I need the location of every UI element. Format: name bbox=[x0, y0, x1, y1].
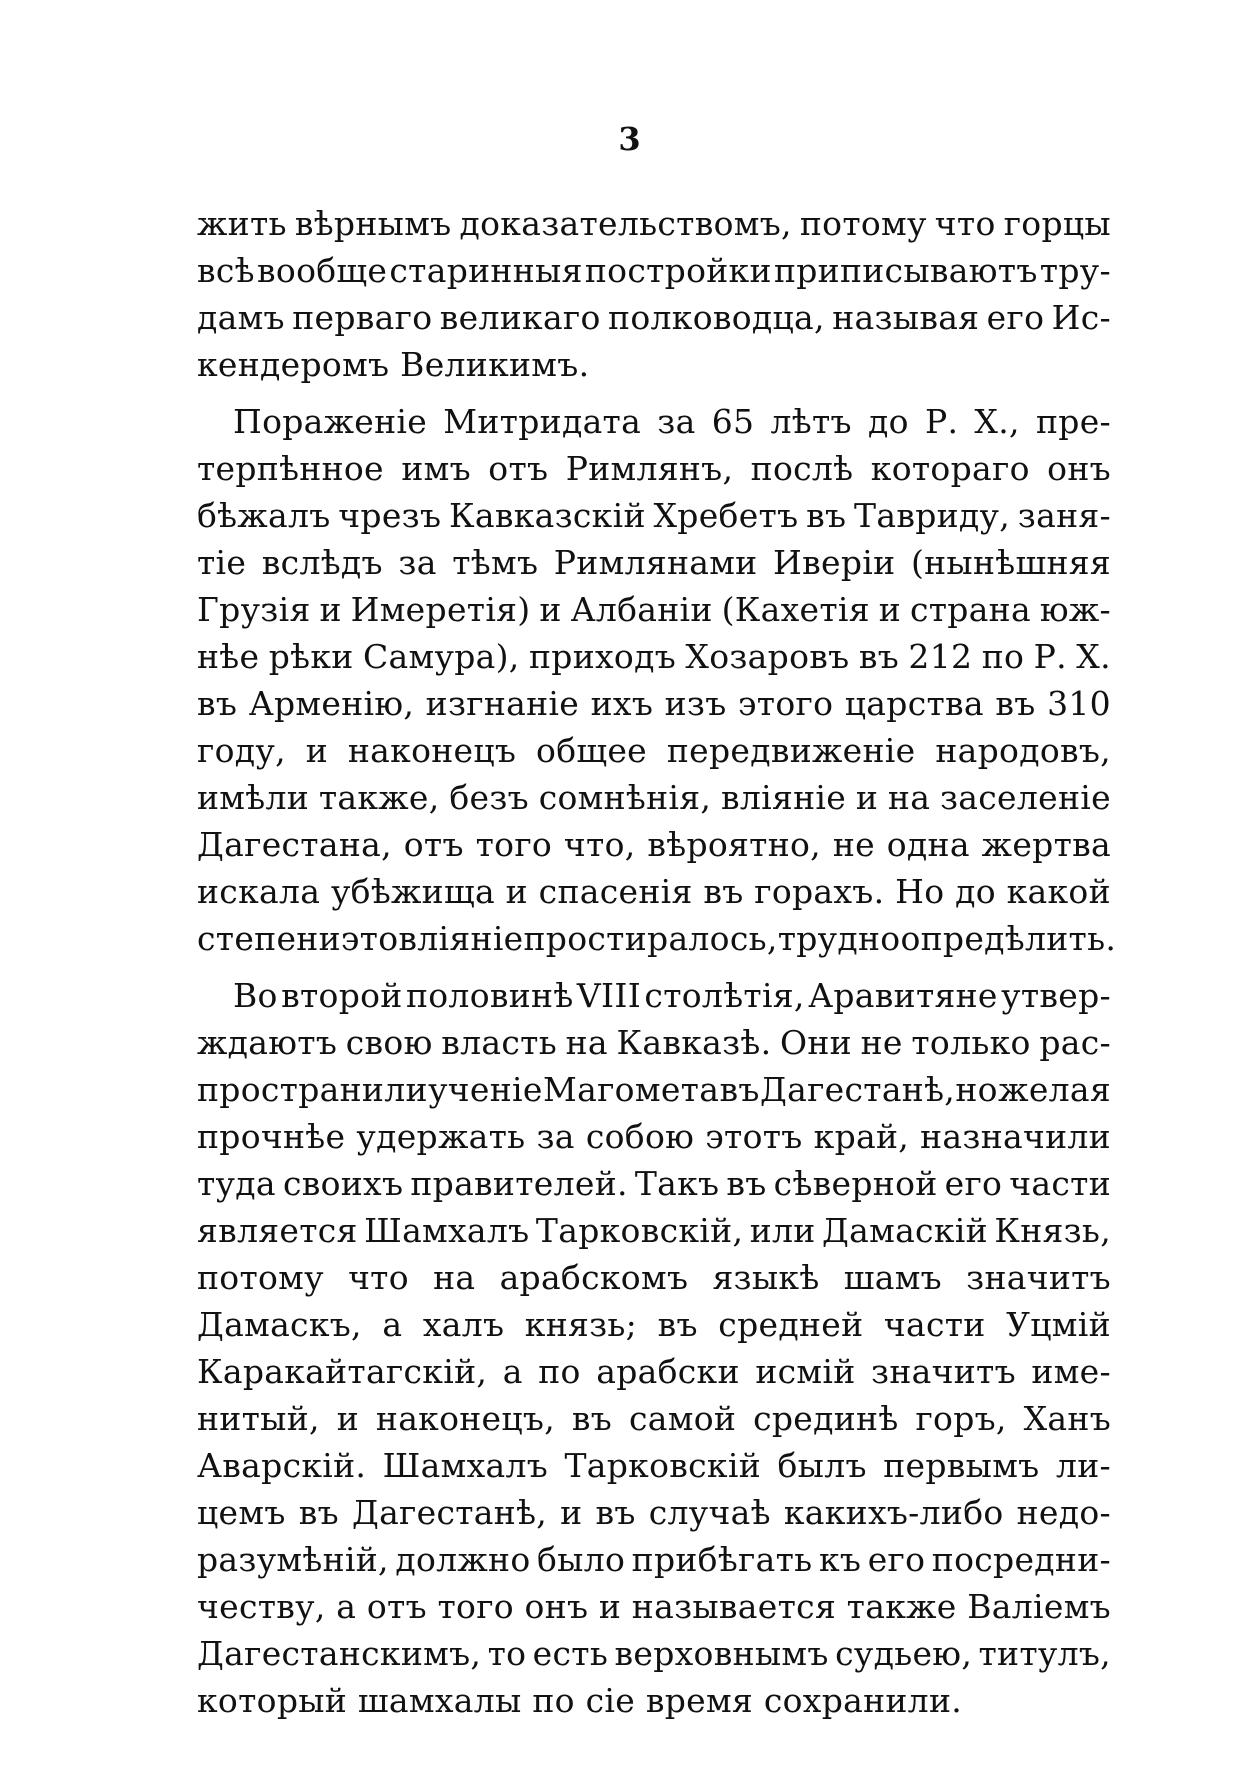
word: столѣтія, bbox=[644, 976, 805, 1015]
word: и bbox=[319, 590, 342, 629]
word: части bbox=[1009, 1164, 1111, 1203]
word: (Кахетія bbox=[721, 590, 870, 629]
word: горцы bbox=[1003, 204, 1111, 243]
word: титулъ, bbox=[978, 1634, 1111, 1673]
text-line bbox=[197, 915, 1117, 962]
word: или bbox=[749, 1211, 816, 1250]
word: въ bbox=[858, 637, 899, 676]
word: къ bbox=[818, 1540, 862, 1579]
word: Кавказѣ. bbox=[616, 1023, 772, 1062]
text-line bbox=[197, 633, 1111, 680]
word: исмій bbox=[755, 1352, 856, 1391]
word: Дагестана, bbox=[197, 825, 392, 864]
text-line bbox=[197, 1066, 1111, 1113]
word: нитый, bbox=[197, 1399, 320, 1438]
word: Дамаскій bbox=[822, 1211, 988, 1250]
word: половинѣ bbox=[405, 976, 574, 1015]
word: Арменію, bbox=[248, 684, 415, 723]
word: бѣжалъ bbox=[197, 496, 331, 535]
word: безъ bbox=[449, 778, 529, 817]
word: а bbox=[502, 1352, 523, 1391]
word: Р. bbox=[1033, 637, 1067, 676]
text-line: который шамхалы по сіе время сохранили. bbox=[197, 1681, 963, 1720]
word: недо- bbox=[1016, 1493, 1111, 1532]
word: цемъ bbox=[197, 1493, 286, 1532]
word: отъ bbox=[403, 825, 464, 864]
word: наконецъ, bbox=[375, 1399, 555, 1438]
word: князь; bbox=[524, 1305, 638, 1344]
text-line bbox=[197, 1536, 1111, 1583]
word: заня- bbox=[1017, 496, 1111, 535]
word: Каракайтагскій, bbox=[197, 1352, 488, 1391]
word: рас- bbox=[1039, 1023, 1111, 1062]
word: изъ bbox=[664, 684, 727, 723]
word: юж- bbox=[1039, 590, 1111, 629]
text-line bbox=[197, 1395, 1111, 1442]
word: Иверіи bbox=[773, 543, 896, 582]
word: горъ, bbox=[915, 1399, 1007, 1438]
text-line bbox=[197, 200, 1111, 247]
word: Тарковскій, bbox=[535, 1211, 744, 1250]
word: ученіе bbox=[428, 1070, 543, 1109]
word: Хребетъ bbox=[653, 496, 799, 535]
text-line bbox=[197, 727, 1111, 774]
page-number: 3 bbox=[618, 120, 641, 158]
text-line bbox=[197, 586, 1111, 633]
word: и bbox=[305, 731, 329, 770]
word: это bbox=[340, 919, 399, 958]
word: туда bbox=[197, 1164, 276, 1203]
word: спасенія bbox=[538, 872, 693, 911]
word: всѣ bbox=[197, 251, 255, 290]
word: жертва bbox=[981, 825, 1111, 864]
word: въ bbox=[703, 872, 744, 911]
word: Самура), bbox=[363, 637, 520, 676]
word: и bbox=[878, 590, 902, 629]
word: а bbox=[336, 1587, 357, 1626]
word: и bbox=[560, 1493, 583, 1532]
word: наконецъ bbox=[347, 731, 517, 770]
word: тру- bbox=[1039, 251, 1111, 290]
word: трудно bbox=[777, 919, 901, 958]
text-line bbox=[197, 1630, 1111, 1677]
word: за bbox=[657, 402, 696, 441]
word: желая bbox=[998, 1070, 1111, 1109]
word: ли- bbox=[1055, 1446, 1111, 1485]
word: терпѣнное bbox=[197, 449, 384, 488]
word: вліяніе bbox=[398, 919, 524, 958]
word: Дагестанѣ, bbox=[351, 1493, 548, 1532]
word: году, bbox=[197, 731, 286, 770]
word: старинныя bbox=[389, 251, 583, 290]
text-line bbox=[197, 445, 1111, 492]
text-line bbox=[197, 1348, 1111, 1395]
word: доказательствомъ, bbox=[459, 204, 792, 243]
word: Магомета bbox=[543, 1070, 720, 1109]
word: вліяніе bbox=[720, 778, 847, 817]
word: онъ bbox=[1047, 449, 1111, 488]
text-line bbox=[197, 868, 1111, 915]
word: передвиженіе bbox=[666, 731, 916, 770]
word: Дамаскъ, bbox=[197, 1305, 362, 1344]
word: потому bbox=[197, 1258, 324, 1297]
text-line bbox=[197, 1583, 1111, 1630]
word: его bbox=[944, 1164, 1003, 1203]
word: Во bbox=[233, 976, 278, 1015]
word: какой bbox=[1006, 872, 1111, 911]
word: Р. bbox=[924, 402, 959, 441]
text-line: кендеромъ Великимъ. bbox=[197, 345, 590, 384]
text-line bbox=[197, 1113, 1111, 1160]
word: сѣверной bbox=[773, 1164, 938, 1203]
word: въ bbox=[806, 496, 847, 535]
word: на bbox=[565, 1023, 608, 1062]
word: срединѣ bbox=[753, 1399, 899, 1438]
word: онъ bbox=[524, 1587, 589, 1626]
word: власть bbox=[441, 1023, 557, 1062]
word: 310 bbox=[1047, 684, 1111, 723]
word: край, bbox=[813, 1117, 910, 1156]
word: Князь, bbox=[994, 1211, 1111, 1250]
word: также bbox=[846, 1587, 957, 1626]
word: Но bbox=[895, 872, 945, 911]
word: первымъ bbox=[883, 1446, 1040, 1485]
word: отъ bbox=[366, 1587, 427, 1626]
word: только bbox=[911, 1023, 1031, 1062]
word: утвер- bbox=[1001, 976, 1111, 1015]
word: котораго bbox=[870, 449, 1030, 488]
word: имѣли bbox=[197, 778, 310, 817]
word: свою bbox=[345, 1023, 433, 1062]
word: 212 bbox=[908, 637, 973, 676]
word: и bbox=[505, 872, 528, 911]
word: убѣжища bbox=[330, 872, 495, 911]
word: Дагестанѣ, bbox=[759, 1070, 956, 1109]
word: въ bbox=[571, 1399, 613, 1438]
text-line bbox=[197, 398, 1111, 445]
word: Имеретія) bbox=[350, 590, 531, 629]
body-text bbox=[197, 200, 1117, 1724]
word: Ханъ bbox=[1023, 1399, 1111, 1438]
word: арабскомъ bbox=[499, 1258, 689, 1297]
word: вѣрнымъ bbox=[294, 204, 452, 243]
word: Тавриду, bbox=[854, 496, 1011, 535]
word: Кавказскій bbox=[449, 496, 646, 535]
word: до bbox=[867, 402, 909, 441]
word: Римлянъ, bbox=[565, 449, 734, 488]
word: Аравитяне bbox=[808, 976, 998, 1015]
word: посредни- bbox=[931, 1540, 1111, 1579]
word: второй bbox=[281, 976, 403, 1015]
word: своихъ bbox=[282, 1164, 404, 1203]
text-line bbox=[197, 1019, 1111, 1066]
word: языкѣ bbox=[712, 1258, 820, 1297]
word: прочнѣе bbox=[197, 1117, 346, 1156]
text-line bbox=[197, 1489, 1111, 1536]
word: прибѣгать bbox=[631, 1540, 813, 1579]
word: отъ bbox=[488, 449, 549, 488]
word: значитъ bbox=[966, 1258, 1111, 1297]
word: что bbox=[348, 1258, 409, 1297]
word: общее bbox=[536, 731, 648, 770]
word: части bbox=[883, 1305, 986, 1344]
word: Такъ bbox=[634, 1164, 720, 1203]
word: Уцмій bbox=[1006, 1305, 1111, 1344]
word: послѣ bbox=[750, 449, 854, 488]
word: Х., bbox=[974, 402, 1020, 441]
word: вообще bbox=[257, 251, 388, 290]
word: имъ bbox=[401, 449, 471, 488]
word: Пораженіе bbox=[233, 402, 428, 441]
word: его bbox=[867, 1540, 926, 1579]
word: Грузія bbox=[197, 590, 311, 629]
word: одна bbox=[886, 825, 970, 864]
text-line bbox=[197, 821, 1111, 868]
word: на bbox=[887, 778, 931, 817]
word: VIII bbox=[576, 976, 642, 1015]
word: называется bbox=[631, 1587, 837, 1626]
word: былъ bbox=[777, 1446, 867, 1485]
word: горахъ. bbox=[754, 872, 885, 911]
word: верховнымъ bbox=[614, 1634, 829, 1673]
word: по bbox=[981, 637, 1025, 676]
word: рѣки bbox=[268, 637, 354, 676]
word: что bbox=[934, 204, 996, 243]
word: есть bbox=[532, 1634, 609, 1673]
word: постройки bbox=[584, 251, 772, 290]
word: жить bbox=[197, 204, 287, 243]
word: какихъ-либо bbox=[783, 1493, 1004, 1532]
word: въ bbox=[719, 1070, 760, 1109]
word: (нынѣшняя bbox=[910, 543, 1111, 582]
word: приписываютъ bbox=[773, 251, 1038, 290]
text-line bbox=[197, 1301, 1111, 1348]
word: халъ bbox=[422, 1305, 505, 1344]
word: назначили bbox=[920, 1117, 1111, 1156]
word: называя bbox=[832, 298, 980, 337]
word: пространили bbox=[197, 1070, 428, 1109]
word: Хозаровъ bbox=[685, 637, 850, 676]
text-line bbox=[197, 1254, 1111, 1301]
word: приходъ bbox=[528, 637, 676, 676]
word: великаго bbox=[439, 298, 601, 337]
word: не bbox=[860, 1023, 903, 1062]
word: въ bbox=[298, 1493, 339, 1532]
word: пре- bbox=[1035, 402, 1111, 441]
word: случаѣ bbox=[648, 1493, 771, 1532]
word: Дагестанскимъ, bbox=[197, 1634, 482, 1673]
word: Аварскій. bbox=[197, 1446, 367, 1485]
word: лѣтъ bbox=[770, 402, 852, 441]
word: вѣроятно, bbox=[647, 825, 821, 864]
word: Ис- bbox=[1051, 298, 1111, 337]
word: за bbox=[398, 543, 437, 582]
word: сомнѣнія, bbox=[538, 778, 712, 817]
word: потому bbox=[799, 204, 927, 243]
word: арабски bbox=[596, 1352, 740, 1391]
word: собою bbox=[585, 1117, 695, 1156]
word: искала bbox=[197, 872, 321, 911]
word: Римлянами bbox=[553, 543, 758, 582]
word: не bbox=[832, 825, 875, 864]
word: Митридата bbox=[443, 402, 642, 441]
word: этого bbox=[738, 684, 834, 723]
word: за bbox=[536, 1117, 575, 1156]
word: то bbox=[487, 1634, 527, 1673]
word: удержать bbox=[356, 1117, 526, 1156]
word: но bbox=[955, 1070, 998, 1109]
word: шамъ bbox=[843, 1258, 942, 1297]
text-line bbox=[197, 1160, 1111, 1207]
word: и bbox=[336, 1399, 359, 1438]
word: име- bbox=[1031, 1352, 1111, 1391]
word: Шамхалъ bbox=[382, 1446, 549, 1485]
text-line bbox=[197, 1442, 1111, 1489]
text-line bbox=[197, 492, 1111, 539]
word: Тарковскій bbox=[564, 1446, 762, 1485]
text-line bbox=[197, 247, 1111, 294]
word: въ bbox=[995, 684, 1036, 723]
word: царства bbox=[844, 684, 984, 723]
text-line bbox=[197, 774, 1111, 821]
word: честву, bbox=[197, 1587, 326, 1626]
word: въ bbox=[197, 684, 238, 723]
word: въ bbox=[657, 1305, 698, 1344]
word: должно bbox=[395, 1540, 531, 1579]
word: до bbox=[955, 872, 996, 911]
word: по bbox=[538, 1352, 581, 1391]
word: страна bbox=[909, 590, 1031, 629]
word: степени bbox=[197, 919, 341, 958]
word: простиралось, bbox=[523, 919, 778, 958]
word: и bbox=[539, 590, 562, 629]
word: Албаніи bbox=[570, 590, 713, 629]
text-line bbox=[197, 680, 1111, 727]
text-line bbox=[197, 294, 1111, 341]
word: ихъ bbox=[590, 684, 654, 723]
word: ждаютъ bbox=[197, 1023, 338, 1062]
word: что, bbox=[563, 825, 636, 864]
word: разумѣній, bbox=[197, 1540, 389, 1579]
word: заселеніе bbox=[939, 778, 1111, 817]
word: на bbox=[433, 1258, 476, 1297]
word: этотъ bbox=[705, 1117, 803, 1156]
word: средней bbox=[718, 1305, 864, 1344]
word: чрезъ bbox=[338, 496, 442, 535]
word: вслѣдъ bbox=[261, 543, 383, 582]
text-line bbox=[197, 539, 1111, 586]
word: народовъ, bbox=[935, 731, 1111, 770]
word: дамъ bbox=[197, 298, 285, 337]
word: тѣмъ bbox=[452, 543, 539, 582]
word: судьею, bbox=[835, 1634, 973, 1673]
word: въ bbox=[595, 1493, 636, 1532]
word: самой bbox=[629, 1399, 737, 1438]
text-line bbox=[197, 1207, 1111, 1254]
word: 65 bbox=[711, 402, 755, 441]
word: нѣе bbox=[197, 637, 260, 676]
word: Они bbox=[780, 1023, 852, 1062]
word: значитъ bbox=[871, 1352, 1016, 1391]
word: въ bbox=[726, 1164, 767, 1203]
word: того bbox=[437, 1587, 514, 1626]
word: Х. bbox=[1076, 637, 1111, 676]
word: и bbox=[598, 1587, 622, 1626]
word: полководца, bbox=[608, 298, 825, 337]
word: изгнаніе bbox=[425, 684, 580, 723]
word: Шамхалъ bbox=[364, 1211, 530, 1250]
word: тіе bbox=[197, 543, 247, 582]
word: Валіемъ bbox=[967, 1587, 1111, 1626]
word: того bbox=[475, 825, 553, 864]
word: опредѣлить. bbox=[900, 919, 1117, 958]
word: также, bbox=[318, 778, 440, 817]
text-line bbox=[197, 972, 1111, 1019]
word: было bbox=[537, 1540, 626, 1579]
word: его bbox=[986, 298, 1045, 337]
word: а bbox=[382, 1305, 403, 1344]
word: перваго bbox=[292, 298, 433, 337]
word: и bbox=[855, 778, 879, 817]
word: является bbox=[197, 1211, 358, 1250]
word: правителей. bbox=[410, 1164, 628, 1203]
